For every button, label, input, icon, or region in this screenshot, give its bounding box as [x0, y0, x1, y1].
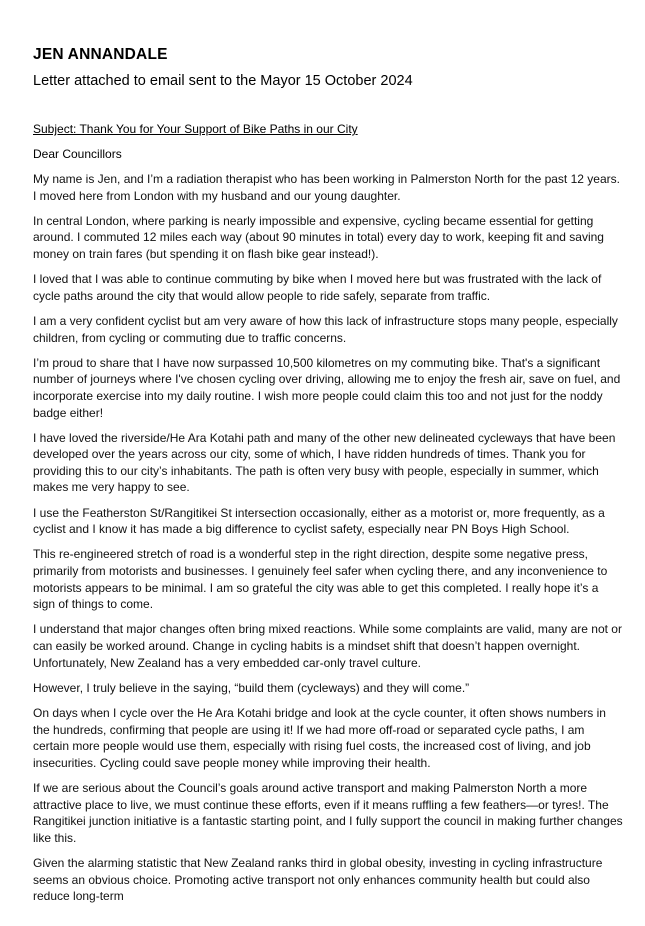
paragraph-build-them: However, I truly believe in the saying, “build them (cycleways) and they will come.” — [33, 680, 470, 695]
paragraph-intro: My name is Jen, and I’m a radiation therapist who has been working in Palmerston North for the past 12 years. I moved here from London with my husband and our young daughter. — [33, 172, 620, 203]
paragraph-kilometres: I’m proud to share that I have now surpassed 10,500 kilometres on my commuting bike. That's a significant number of journeys where I've chosen cycling over driving, allowing me to enjoy the fresh air, save on fuel, and incorporate exercise into my daily routine. I wish more people could claim this too and not just for the noddy badge either! — [33, 355, 621, 420]
paragraph-london: In central London, where parking is nearly impossible and expensive, cycling became essential for getting around. I commuted 12 miles each way (about 90 minutes in total) every day to work, keeping fit and saving money on train fares (but spending it on flash bike gear instead!). — [33, 213, 604, 261]
paragraph-reengineered-road: This re-engineered stretch of road is a wonderful step in the right direction, despite some negative press, primarily from motorists and businesses. I genuinely feel safer when cycling there, and any inconvenience to motorists appears to be minimal. I am so grateful the city was able to get this completed. I really hope it’s a sign of things to come. — [33, 547, 608, 612]
author-name: JEN ANNANDALE — [33, 46, 168, 63]
paragraph-obesity: Given the alarming statistic that New Zealand ranks third in global obesity, investing in cycling infrastructure seems an obvious choice. Promoting active transport not only enhances community health but could also reduce long-term — [33, 855, 603, 904]
paragraph-infrastructure: I am a very confident cyclist but am very aware of how this lack of infrastructure stops many people, especially children, from cycling or commuting due to traffic concerns. — [33, 313, 618, 345]
paragraph-intersection: I use the Featherston St/Rangitikei St intersection occasionally, either as a motorist or, more frequently, as a cyclist and I know it has made a big difference to cyclist safety, especially near PN Boys High School. — [33, 505, 605, 537]
paragraph-mixed-reactions: I understand that major changes often bring mixed reactions. While some complaints are valid, many are not or can easily be worked around. Change in cycling habits is a mindset shift that doesn’t happen overnight. Unfortunately, New Zealand has a very embedded car-only travel culture. — [33, 622, 622, 670]
letter-subtitle: Letter attached to email sent to the Mayor 15 October 2024 — [33, 73, 413, 89]
paragraph-council-goals: If we are serious about the Council’s goals around active transport and making Palmerston North a more attractive place to live, we must continue these efforts, even if it means ruffling a few feathers—or tyres!. The Rangitikei junction initiative is a fantastic starting point, and I fully support the council in making further changes like this. — [33, 780, 623, 845]
letter-salutation: Dear Councillors — [33, 146, 122, 161]
letter-subject: Subject: Thank You for Your Support of Bike Paths in our City — [33, 122, 358, 136]
paragraph-riverside-path: I have loved the riverside/He Ara Kotahi path and many of the other new delineated cycleways that have been developed over the years across our city, some of which, I have ridden hundreds of times. Thank you for providing this to our city’s inhabitants. The path is often very busy with people, especially in summer, which makes me very happy to see. — [33, 430, 616, 495]
paragraph-cycle-counter: On days when I cycle over the He Ara Kotahi bridge and look at the cycle counter, it often shows numbers in the hundreds, confirming that people are using it! If we had more off-road or separated cycle paths, I am certain more people would use them, especially with rising fuel costs, the increased cost of living, and job insecurities. Cycling could save people money while improving their health. — [33, 705, 606, 770]
paragraph-commuting: I loved that I was able to continue commuting by bike when I moved here but was frustrated with the lack of cycle paths around the city that would allow people to ride safely, separate from traffic. — [33, 272, 602, 303]
